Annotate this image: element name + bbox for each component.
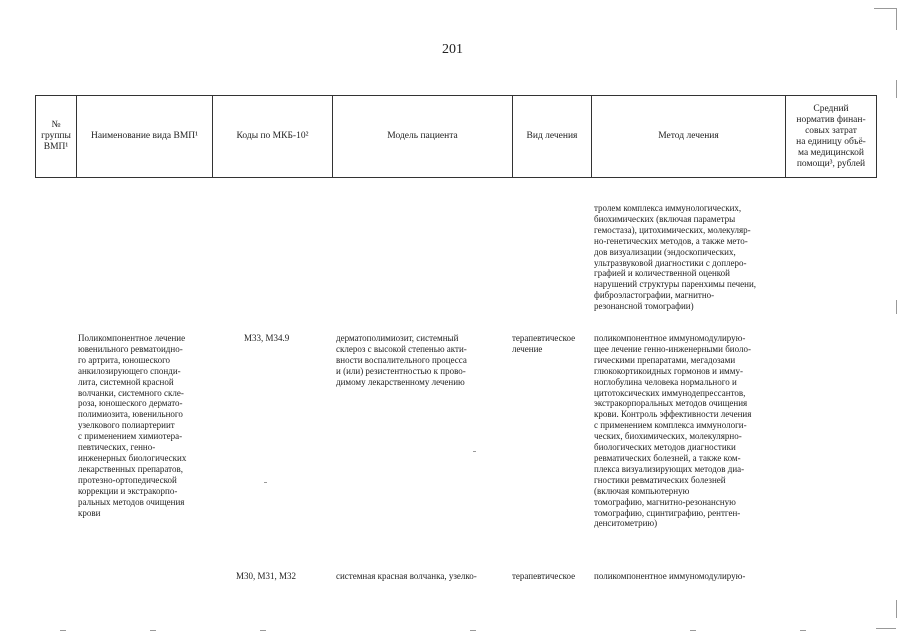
- patient-model-text: дерматополимиозит, системный склероз с высокой степенью акти- вности воспалительного процесса и (или) резистентностью к прово- димому лекарственному лечению: [336, 333, 467, 387]
- scan-mark: [874, 8, 896, 9]
- treatment-method-text: поликомпонентное иммуномодулирую- щее лечение генно-инженерными биоло- гическими препаратами, мегадозами глюкокортикоидных гормонов и имму- ноглобулина человека нормального и цитотоксических иммунодепрессантов, экстракорпоральных методов очищения крови. Контроль эффективности лечения с применением комплекса иммунологи- ческих, биохимических, молекулярно- биологических методов диагностики ревматических болезней, а также ком- плекса визуализирующих методов диа- гностики ревматических болезней (включая компьютерную томографию, магнитно-резонансную томографию, сцинтиграфию, рентген- денситометрию): [594, 333, 752, 529]
- scan-mark: [896, 80, 897, 98]
- treatment-type-text: терапевтическое лечение: [512, 333, 576, 354]
- page-number: 201: [442, 42, 463, 57]
- scan-mark: [150, 630, 156, 631]
- header-cost-norm: Средний норматив финан- совых затрат на единицу объё- ма медицинской помощи³, рублей: [786, 96, 877, 178]
- scan-mark: [473, 451, 476, 452]
- scan-mark: [60, 630, 66, 631]
- scan-mark: [896, 300, 897, 314]
- scan-mark: [264, 482, 267, 483]
- scan-mark: [896, 600, 897, 618]
- header-group-number: № группы ВМП¹: [36, 96, 77, 178]
- scan-mark: [800, 630, 806, 631]
- patient-model-text-next: системная красная волчанка, узелко-: [336, 571, 477, 581]
- header-treatment-method: Метод лечения: [592, 96, 786, 178]
- scan-mark: [470, 630, 476, 631]
- vmp-name-text: Поликомпонентное лечение ювенильного ревматоидно- го артрита, юношеского анкилозирующего спонди- лита, системной красной волчанки, системного скле- роза, юношеского дермато- полимиозита, ювенильного узелкового полиартериит с применением химиотера- певтических, генно- инженерных биологических лекарственных препаратов, протезно-ортопедической коррекции и экстракорпо- ральных методов очищения крови: [78, 333, 187, 518]
- header-vmp-name: Наименование вида ВМП¹: [77, 96, 213, 178]
- header-treatment-type: Вид лечения: [513, 96, 592, 178]
- scan-mark: [690, 630, 696, 631]
- icd-codes-text-next: M30, M31, M32: [236, 571, 297, 581]
- table-header: [35, 95, 877, 178]
- method-continuation-text: тролем комплекса иммунологических, биохимических (включая параметры гемостаза), цитохимических, молекуляр- но-генетических методов, а также мето- дов визуализации (эндоскопических, ультразвуковой диагностики с доплеро- графией и количественной оценкой нарушений структуры паренхимы печени, фиброэластографии, магнитно- резонансной томографии): [594, 203, 757, 312]
- scan-mark: [876, 628, 896, 629]
- scan-mark: [260, 630, 266, 631]
- scan-mark: [896, 8, 897, 30]
- header-patient-model: Модель пациента: [333, 96, 513, 178]
- icd-codes-text: M33, M34.9: [244, 333, 290, 343]
- treatment-type-text-next: терапевтическое: [512, 571, 576, 581]
- treatment-method-text-next: поликомпонентное иммуномодулирую-: [594, 571, 746, 581]
- header-icd-codes: Коды по МКБ-10²: [213, 96, 333, 178]
